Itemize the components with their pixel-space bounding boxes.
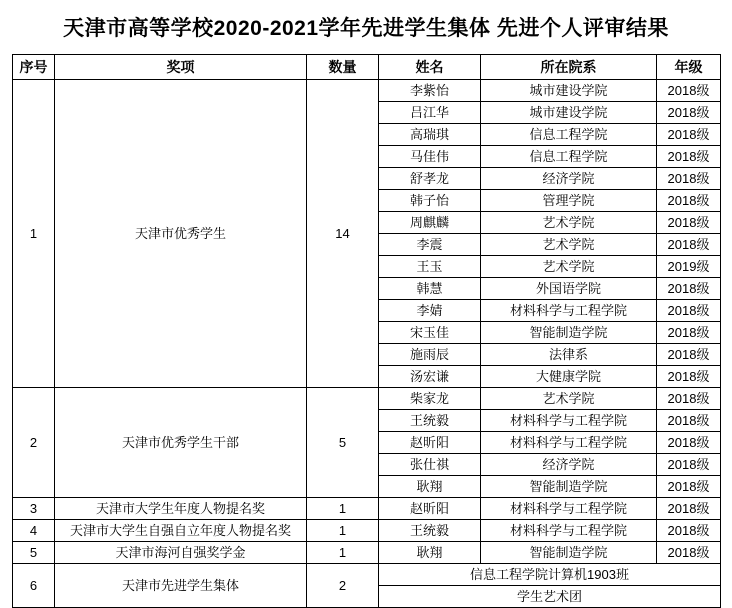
cell-name: 高瑞琪 [379,124,481,146]
cell-dept: 经济学院 [481,454,657,476]
column-header-count: 数量 [307,55,379,80]
cell-dept: 大健康学院 [481,366,657,388]
column-header-dept: 所在院系 [481,55,657,80]
cell-award: 天津市先进学生集体 [55,564,307,608]
cell-dept: 材料科学与工程学院 [481,432,657,454]
cell-name: 柴家龙 [379,388,481,410]
table-header [13,55,721,80]
cell-name: 李震 [379,234,481,256]
cell-grade: 2018级 [657,520,721,542]
cell-dept: 艺术学院 [481,256,657,278]
cell-grade: 2018级 [657,388,721,410]
cell-grade: 2018级 [657,542,721,564]
cell-seq: 1 [13,80,55,388]
cell-dept: 城市建设学院 [481,102,657,124]
cell-count: 1 [307,498,379,520]
cell-dept: 经济学院 [481,168,657,190]
cell-grade: 2018级 [657,102,721,124]
cell-grade: 2018级 [657,432,721,454]
cell-grade: 2018级 [657,322,721,344]
cell-name: 舒孝龙 [379,168,481,190]
cell-name: 赵昕阳 [379,432,481,454]
table-row [13,564,721,586]
cell-dept: 艺术学院 [481,388,657,410]
cell-grade: 2018级 [657,410,721,432]
cell-seq: 4 [13,520,55,542]
cell-seq: 5 [13,542,55,564]
cell-grade: 2018级 [657,234,721,256]
cell-dept: 艺术学院 [481,212,657,234]
cell-dept: 材料科学与工程学院 [481,498,657,520]
cell-dept: 材料科学与工程学院 [481,520,657,542]
cell-grade: 2018级 [657,498,721,520]
cell-dept: 艺术学院 [481,234,657,256]
cell-award: 天津市大学生自强自立年度人物提名奖 [55,520,307,542]
table-header-row [13,55,721,80]
cell-dept: 城市建设学院 [481,80,657,102]
cell-name: 韩慧 [379,278,481,300]
cell-grade: 2018级 [657,344,721,366]
cell-grade: 2018级 [657,366,721,388]
cell-award: 天津市优秀学生 [55,80,307,388]
column-header-grade: 年级 [657,55,721,80]
table-row [13,498,721,520]
cell-name: 耿翔 [379,476,481,498]
cell-name: 张仕祺 [379,454,481,476]
cell-name: 王统毅 [379,410,481,432]
cell-seq: 2 [13,388,55,498]
cell-dept: 材料科学与工程学院 [481,410,657,432]
cell-grade: 2018级 [657,168,721,190]
table-row [13,80,721,102]
cell-dept: 法律系 [481,344,657,366]
cell-count: 2 [307,564,379,608]
cell-name: 汤宏谦 [379,366,481,388]
cell-name: 赵昕阳 [379,498,481,520]
cell-dept: 智能制造学院 [481,476,657,498]
cell-dept: 管理学院 [481,190,657,212]
cell-name: 马佳伟 [379,146,481,168]
page-title: 天津市高等学校2020-2021学年先进学生集体 先进个人评审结果 [63,17,669,40]
cell-grade: 2018级 [657,476,721,498]
cell-count: 5 [307,388,379,498]
cell-collective-name: 信息工程学院计算机1903班 [379,564,721,586]
cell-grade: 2019级 [657,256,721,278]
cell-award: 天津市海河自强奖学金 [55,542,307,564]
cell-award: 天津市优秀学生干部 [55,388,307,498]
column-header-name: 姓名 [379,55,481,80]
column-header-award: 奖项 [55,55,307,80]
cell-grade: 2018级 [657,124,721,146]
cell-count: 1 [307,542,379,564]
cell-grade: 2018级 [657,454,721,476]
cell-count: 14 [307,80,379,388]
cell-grade: 2018级 [657,190,721,212]
table-body [13,80,721,608]
cell-name: 李紫怡 [379,80,481,102]
cell-grade: 2018级 [657,146,721,168]
cell-dept: 信息工程学院 [481,124,657,146]
cell-name: 宋玉佳 [379,322,481,344]
cell-seq: 3 [13,498,55,520]
cell-grade: 2018级 [657,300,721,322]
cell-dept: 外国语学院 [481,278,657,300]
cell-name: 王统毅 [379,520,481,542]
cell-name: 耿翔 [379,542,481,564]
column-header-seq: 序号 [13,55,55,80]
table-row [13,520,721,542]
cell-grade: 2018级 [657,80,721,102]
cell-dept: 智能制造学院 [481,322,657,344]
cell-dept: 智能制造学院 [481,542,657,564]
cell-name: 吕江华 [379,102,481,124]
cell-award: 天津市大学生年度人物提名奖 [55,498,307,520]
cell-seq: 6 [13,564,55,608]
table-row [13,542,721,564]
cell-name: 李婧 [379,300,481,322]
table-row [13,388,721,410]
cell-count: 1 [307,520,379,542]
cell-collective-name: 学生艺术团 [379,586,721,608]
cell-name: 周麒麟 [379,212,481,234]
cell-name: 韩子怡 [379,190,481,212]
cell-grade: 2018级 [657,278,721,300]
cell-dept: 信息工程学院 [481,146,657,168]
cell-dept: 材料科学与工程学院 [481,300,657,322]
cell-name: 王玉 [379,256,481,278]
cell-name: 施雨辰 [379,344,481,366]
award-results-table [12,54,721,608]
cell-grade: 2018级 [657,212,721,234]
